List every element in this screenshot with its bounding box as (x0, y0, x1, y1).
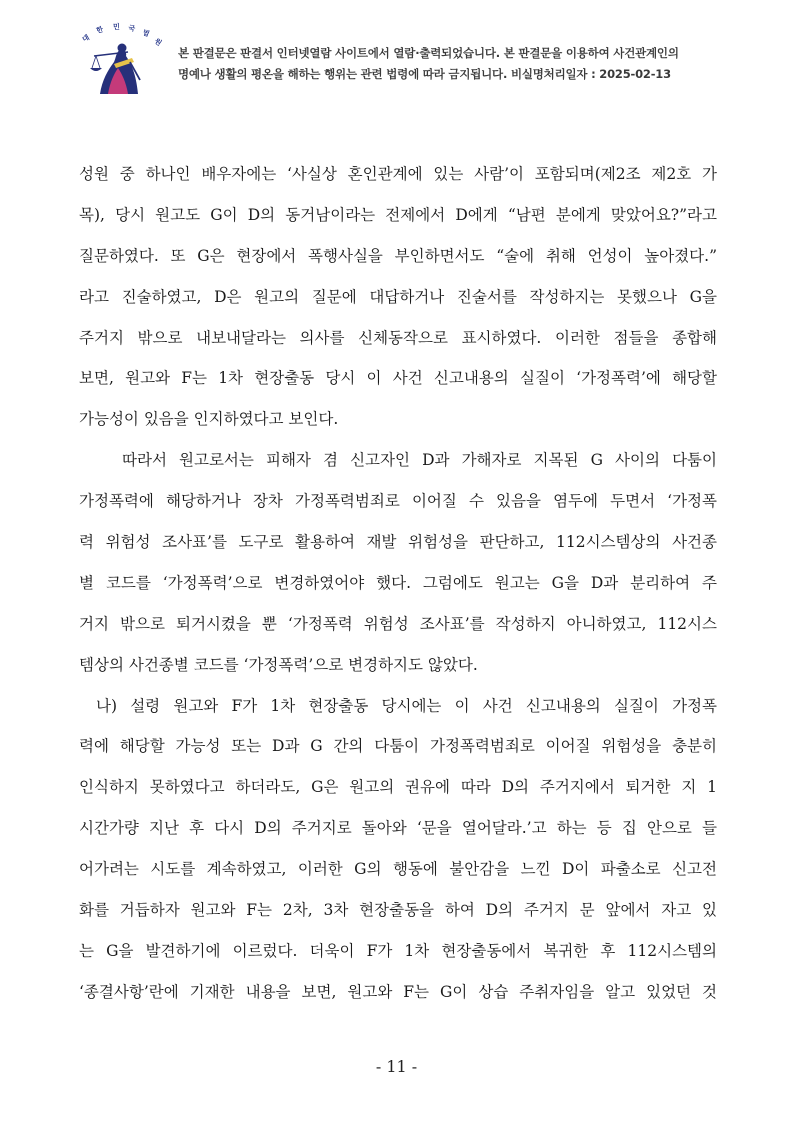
body-line: ‘종결사항’란에 기재한 내용을 보면, 원고와 F는 G이 상습 주취자임을 알고 있었던 것 (79, 982, 717, 1001)
svg-text:한: 한 (95, 25, 105, 35)
body-line: 력 위험성 조사표’를 도구로 활용하여 재발 위험성을 판단하고, 112시스템상의 사건종 (79, 533, 717, 552)
court-seal-logo (70, 22, 170, 98)
svg-text:법: 법 (141, 28, 151, 39)
notice-line-2: 명예나 생활의 평온을 해하는 행위는 관련 법령에 따라 금지됩니다. 비실명처리일자 : 2025-02-13 (178, 67, 671, 81)
body-line: 는 G을 발견하기에 이르렀다. 더욱이 F가 1차 현장출동에서 복귀한 후 112시스템의 (79, 941, 717, 960)
svg-text:민: 민 (113, 23, 120, 31)
body-line: 가능성이 있음을 인지하였다고 보인다. (79, 410, 339, 429)
page-number: - 11 - (375, 1057, 418, 1076)
body-line: 력에 해당할 가능성 또는 D과 G 간의 다툼이 가정폭력범죄로 이어질 위험성을 충분히 (79, 737, 717, 756)
body-line: 보면, 원고와 F는 1차 현장출동 당시 이 사건 신고내용의 실질이 ‘가정폭력’에 해당할 (79, 369, 717, 388)
body-line: 화를 거듭하자 원고와 F는 2차, 3차 현장출동을 하여 D의 주거지 문 앞에서 자고 있 (79, 901, 717, 920)
body-line: 거지 밖으로 퇴거시켰을 뿐 ‘가정폭력 위험성 조사표’를 작성하지 아니하였고, 112시스 (79, 614, 717, 633)
body-line: 목), 당시 원고도 G이 D의 동거남이라는 전제에서 D에게 “남편 분에게 맞았어요?”라고 (79, 205, 717, 224)
body-line: 인식하지 못하였다고 하더라도, G은 원고의 권유에 따라 D의 주거지에서 퇴거한 지 1 (79, 778, 717, 797)
judgment-body (79, 161, 717, 1020)
svg-text:원: 원 (152, 37, 163, 48)
body-line: 질문하였다. 또 G은 현장에서 폭행사실을 부인하면서도 “술에 취해 언성이 높아졌다.” (79, 246, 717, 265)
body-line: 주거지 밖으로 내보내달라는 의사를 신체동작으로 표시하였다. 이러한 점들을 종합해 (79, 328, 717, 347)
body-line: 가정폭력에 해당하거나 장차 가정폭력범죄로 이어질 수 있음을 염두에 두면서 ‘가정폭 (79, 492, 717, 511)
body-line: 별 코드를 ‘가정폭력’으로 변경하였어야 했다. 그럼에도 원고는 G을 D과 분리하여 주 (79, 573, 717, 592)
body-line: 라고 진술하였고, D은 원고의 질문에 대답하거나 진술서를 작성하지는 못했으나 G을 (79, 287, 717, 306)
body-line: 어가려는 시도를 계속하였고, 이러한 G의 행동에 불안감을 느낀 D이 파출소로 신고전 (79, 860, 717, 879)
disclosure-notice (178, 43, 778, 85)
body-line: 성원 중 하나인 배우자에는 ‘사실상 혼인관계에 있는 사람’이 포함되며(제2조 제2호 가 (79, 165, 717, 183)
body-line: 템상의 사건종별 코드를 ‘가정폭력’으로 변경하지도 않았다. (79, 655, 478, 674)
body-line: 시간가량 지난 후 다시 D의 주거지로 돌아와 ‘문을 열어달라.’고 하는 등 집 안으로 들 (79, 819, 717, 838)
notice-line-1: 본 판결문은 판결서 인터넷열람 사이트에서 열람·출력되었습니다. 본 판결문을 이용하여 사건관계인의 (178, 46, 679, 60)
page-header (70, 20, 760, 100)
body-line: 따라서 원고로서는 피해자 겸 신고자인 D과 가해자로 지목된 G 사이의 다툼이 (122, 451, 717, 470)
svg-text:국: 국 (127, 24, 136, 34)
svg-text:대: 대 (81, 33, 91, 44)
body-line: 나) 설령 원고와 F가 1차 현장출동 당시에는 이 사건 신고내용의 실질이 가정폭 (96, 696, 717, 715)
